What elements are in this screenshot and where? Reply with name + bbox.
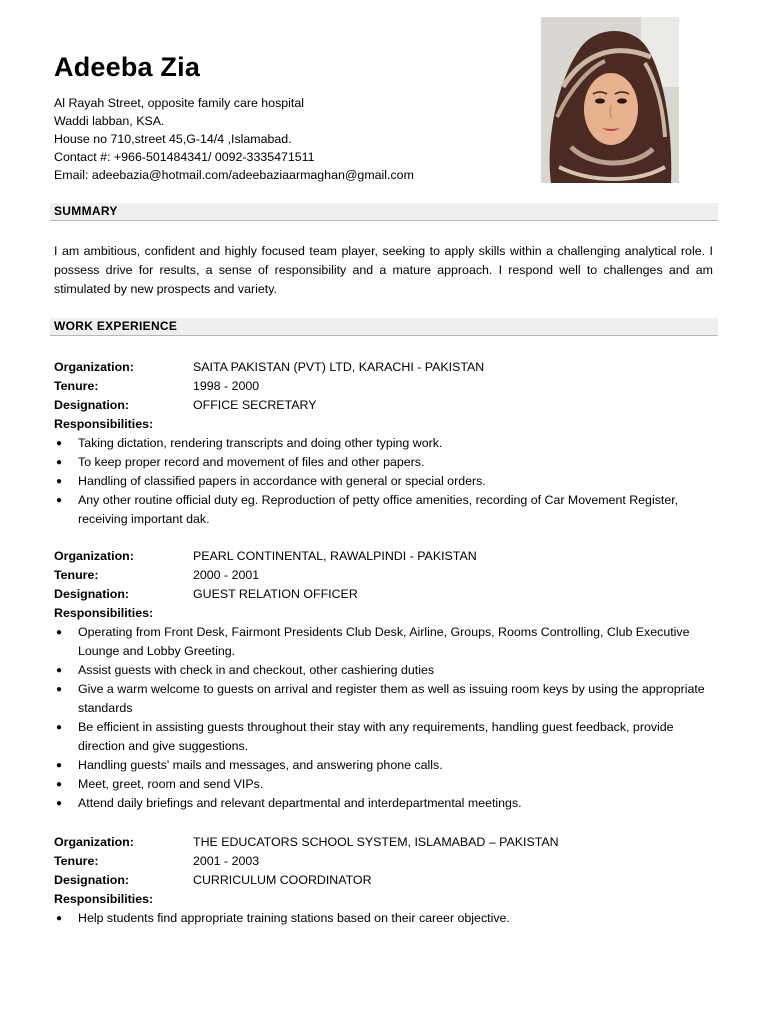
responsibilities-label: Responsibilities: bbox=[54, 892, 154, 906]
list-item bbox=[54, 775, 718, 794]
organization-label: Organization: bbox=[54, 549, 134, 563]
responsibility-text: Any other routine official duty eg. Reproduction of petty office amenities, recording of Car Movement Register, receiving important dak. bbox=[78, 493, 679, 526]
contact-block bbox=[54, 94, 514, 184]
organization-row bbox=[54, 547, 718, 566]
organization-value: PEARL CONTINENTAL, RAWALPINDI - PAKISTAN bbox=[193, 549, 477, 563]
responsibility-text: Help students find appropriate training stations based on their career objective. bbox=[78, 911, 510, 925]
contact-email: Email: adeebazia@hotmail.com/adeebaziaarmaghan@gmail.com bbox=[54, 168, 414, 182]
list-item bbox=[54, 434, 718, 453]
bullet-icon: ● bbox=[56, 665, 63, 676]
designation-row bbox=[54, 396, 718, 415]
designation-label: Designation: bbox=[54, 873, 130, 887]
tenure-label: Tenure: bbox=[54, 568, 99, 582]
list-item bbox=[54, 718, 718, 756]
tenure-value: 2000 - 2001 bbox=[193, 568, 260, 582]
address-line-3: House no 710,street 45,G-14/4 ,Islamabad. bbox=[54, 132, 292, 146]
address-line-2: Waddi labban, KSA. bbox=[54, 114, 165, 128]
responsibility-text: Assist guests with check in and checkout, other cashiering duties bbox=[78, 663, 435, 677]
tenure-row bbox=[54, 852, 718, 871]
profile-photo bbox=[541, 17, 679, 183]
responsibilities-list bbox=[54, 909, 718, 928]
contact-phone: Contact #: +966-501484341/ 0092-3335471511 bbox=[54, 150, 315, 164]
list-item bbox=[54, 661, 718, 680]
job-entry bbox=[54, 358, 718, 529]
responsibilities-label: Responsibilities: bbox=[54, 606, 154, 620]
bullet-icon: ● bbox=[56, 457, 63, 468]
organization-label: Organization: bbox=[54, 835, 134, 849]
bullet-icon: ● bbox=[56, 913, 63, 924]
tenure-label: Tenure: bbox=[54, 854, 99, 868]
organization-row bbox=[54, 833, 718, 852]
list-item bbox=[54, 756, 718, 775]
tenure-value: 1998 - 2000 bbox=[193, 379, 260, 393]
designation-label: Designation: bbox=[54, 398, 130, 412]
responsibility-text: Handling guests' mails and messages, and answering phone calls. bbox=[78, 758, 443, 772]
summary-text: I am ambitious, confident and highly focused team player, seeking to apply skills within a challenging analytical role. I possess drive for results, a sense of responsibility and a mature approach. I respond well to challenges and am stimulated by new prospects and variety. bbox=[54, 244, 713, 296]
designation-label: Designation: bbox=[54, 587, 130, 601]
responsibility-text: Meet, greet, room and send VIPs. bbox=[78, 777, 264, 791]
responsibility-text: Taking dictation, rendering transcripts and doing other typing work. bbox=[78, 436, 443, 450]
list-item bbox=[54, 794, 718, 813]
list-item bbox=[54, 623, 718, 661]
designation-row bbox=[54, 871, 718, 890]
organization-label: Organization: bbox=[54, 360, 134, 374]
responsibility-text: To keep proper record and movement of files and other papers. bbox=[78, 455, 425, 469]
tenure-value: 2001 - 2003 bbox=[193, 854, 260, 868]
responsibilities-list bbox=[54, 434, 718, 529]
organization-value: THE EDUCATORS SCHOOL SYSTEM, ISLAMABAD – PAKISTAN bbox=[193, 835, 559, 849]
bullet-icon: ● bbox=[56, 627, 63, 638]
bullet-icon: ● bbox=[56, 476, 63, 487]
tenure-row bbox=[54, 377, 718, 396]
summary-section-header bbox=[50, 203, 718, 221]
bullet-icon: ● bbox=[56, 438, 63, 449]
summary-heading: SUMMARY bbox=[54, 204, 118, 218]
organization-value: SAITA PAKISTAN (PVT) LTD, KARACHI - PAKISTAN bbox=[193, 360, 485, 374]
job-entry bbox=[54, 547, 718, 813]
responsibility-text: Give a warm welcome to guests on arrival and register them as well as issuing room keys by using the appropriate standards bbox=[78, 682, 705, 715]
tenure-label: Tenure: bbox=[54, 379, 99, 393]
designation-value: CURRICULUM COORDINATOR bbox=[193, 873, 372, 887]
candidate-name: Adeeba Zia bbox=[54, 52, 201, 82]
list-item bbox=[54, 680, 718, 718]
work-experience-heading: WORK EXPERIENCE bbox=[54, 319, 178, 333]
organization-row bbox=[54, 358, 718, 377]
responsibility-text: Handling of classified papers in accordance with general or special orders. bbox=[78, 474, 486, 488]
designation-row bbox=[54, 585, 718, 604]
bullet-icon: ● bbox=[56, 722, 63, 733]
job-entry bbox=[54, 833, 718, 928]
responsibility-text: Attend daily briefings and relevant departmental and interdepartmental meetings. bbox=[78, 796, 522, 810]
responsibilities-list bbox=[54, 623, 718, 813]
bullet-icon: ● bbox=[56, 760, 63, 771]
address-line-1: Al Rayah Street, opposite family care hospital bbox=[54, 96, 305, 110]
responsibility-text: Be efficient in assisting guests throughout their stay with any requirements, handling guest feedback, provide direction and give suggestions. bbox=[78, 720, 674, 753]
designation-value: OFFICE SECRETARY bbox=[193, 398, 317, 412]
responsibilities-label: Responsibilities: bbox=[54, 417, 154, 431]
list-item bbox=[54, 472, 718, 491]
list-item bbox=[54, 491, 718, 529]
bullet-icon: ● bbox=[56, 779, 63, 790]
bullet-icon: ● bbox=[56, 495, 63, 506]
work-experience-section-header bbox=[50, 318, 718, 336]
list-item bbox=[54, 909, 718, 928]
designation-value: GUEST RELATION OFFICER bbox=[193, 587, 358, 601]
responsibility-text: Operating from Front Desk, Fairmont Presidents Club Desk, Airline, Groups, Rooms Controlling, Club Executive Lounge and Lobby Greeting. bbox=[78, 625, 690, 658]
list-item bbox=[54, 453, 718, 472]
bullet-icon: ● bbox=[56, 684, 63, 695]
tenure-row bbox=[54, 566, 718, 585]
bullet-icon: ● bbox=[56, 798, 63, 809]
